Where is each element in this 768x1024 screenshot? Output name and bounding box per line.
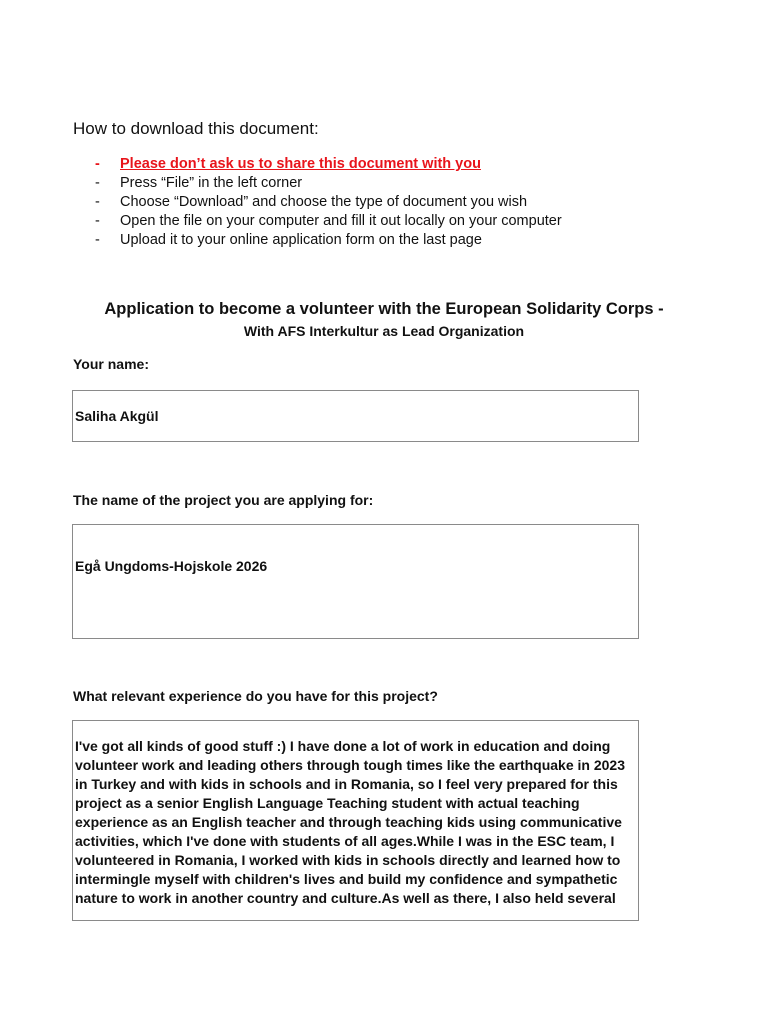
name-field[interactable] (72, 390, 639, 442)
list-dash: - (95, 194, 100, 210)
download-instructions-heading: How to download this document: (73, 119, 319, 138)
warning-text: Please don’t ask us to share this document with you (120, 156, 481, 172)
instruction-text: Choose “Download” and choose the type of document you wish (120, 194, 528, 210)
project-field[interactable] (72, 524, 639, 639)
experience-field[interactable] (72, 720, 639, 921)
download-instructions-list (95, 155, 562, 250)
list-item (95, 193, 562, 212)
project-value: Egå Ungdoms-Hojskole 2026 (75, 558, 268, 574)
list-dash: - (95, 156, 100, 172)
name-label: Your name: (73, 356, 149, 372)
list-item (95, 231, 562, 250)
list-dash: - (95, 232, 100, 248)
application-title: Application to become a volunteer with the European Solidarity Corps - (104, 300, 664, 318)
experience-label: What relevant experience do you have for this project? (73, 688, 438, 704)
instruction-text: Open the file on your computer and fill it out locally on your computer (120, 213, 562, 229)
list-dash: - (95, 175, 100, 191)
list-item (95, 212, 562, 231)
list-item-warning (95, 155, 562, 174)
list-item (95, 174, 562, 193)
name-value: Saliha Akgül (75, 408, 159, 424)
application-subtitle: With AFS Interkultur as Lead Organization (243, 323, 525, 339)
list-dash: - (95, 213, 100, 229)
project-label: The name of the project you are applying for: (73, 492, 374, 508)
experience-value: I've got all kinds of good stuff :) I have done a lot of work in education and doing volunteer work and leading others through tough times like the earthquake in 2023 in Turkey and with kids in schools and in Romania, so I feel very prepared for this project as a senior English Language Teaching student with actual teaching experience as an English teacher and through teaching kids using communicative activities, which I've done with students of all ages.While I was in the ESC team, I volunteered in Romania, I worked with kids in schools directly and learned how to intermingle myself with children's lives and build my confidence and sympathetic nature to work in another country and culture.As well as there, I also held several (75, 738, 625, 906)
instruction-text: Press “File” in the left corner (120, 175, 303, 191)
instruction-text: Upload it to your online application form on the last page (120, 232, 482, 248)
